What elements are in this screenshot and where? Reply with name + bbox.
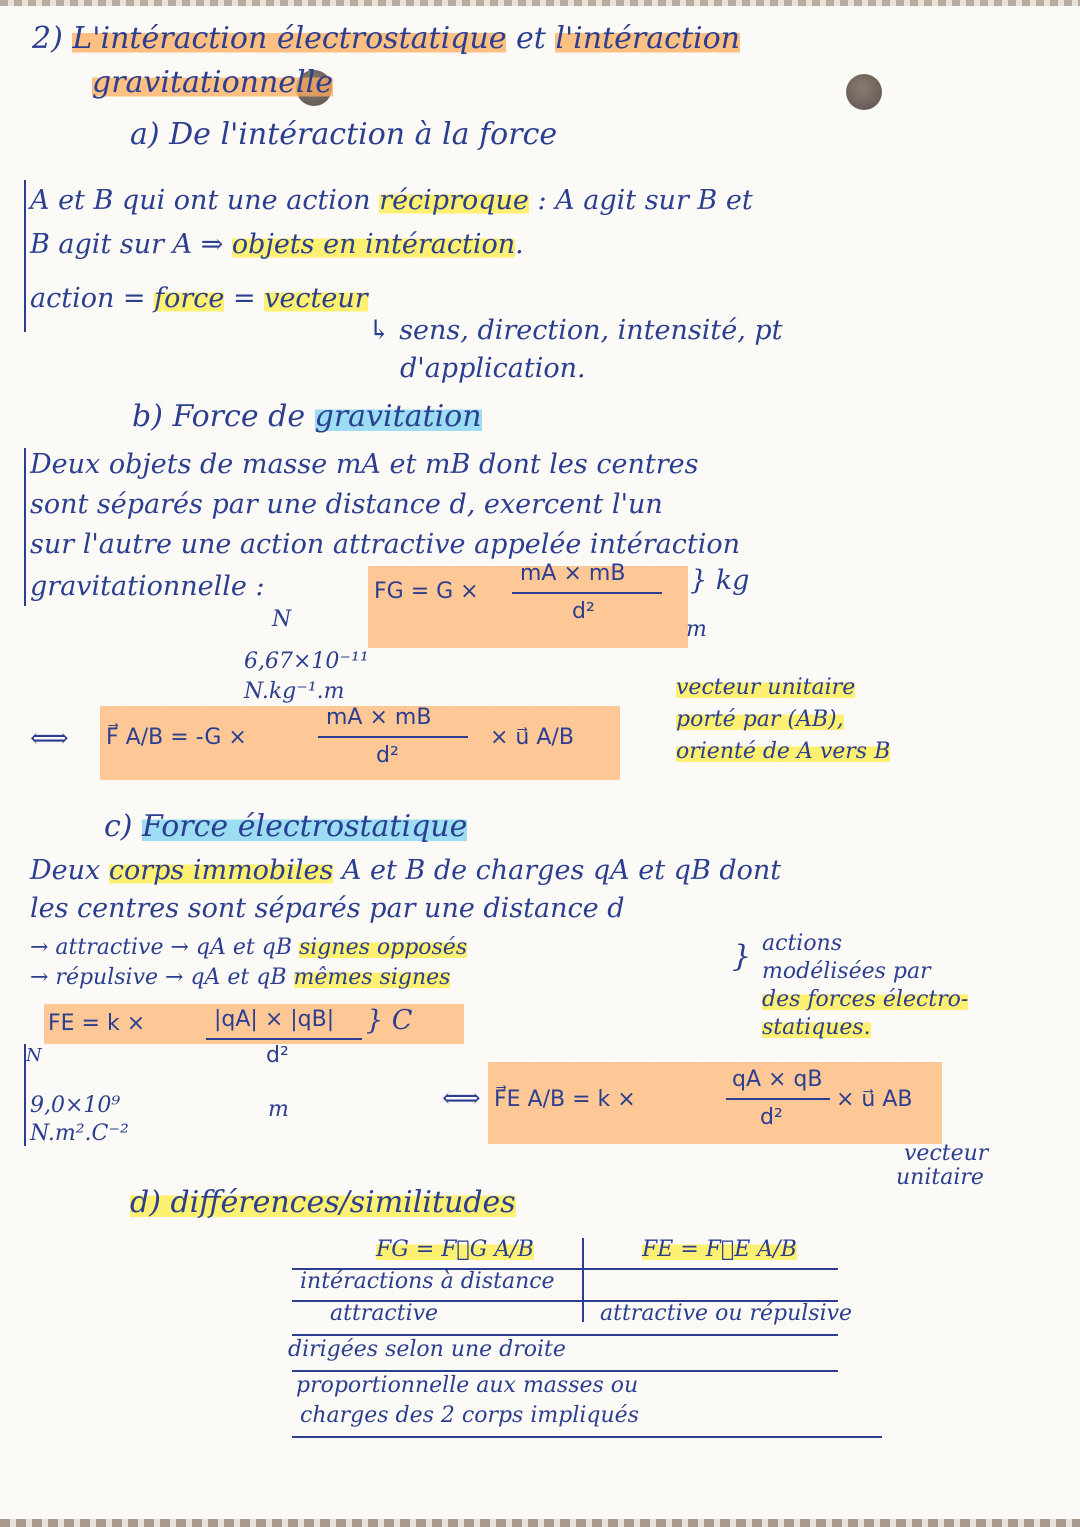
table-row-proportional-1: proportionnelle aux masses ou — [296, 1373, 639, 1398]
table-row-distance: intéractions à distance — [300, 1269, 555, 1294]
section-a-line1-text: A et B qui ont une action — [30, 185, 380, 216]
section-c-line1-prefix: Deux — [30, 855, 109, 886]
gravitation-formula-denominator: d² — [572, 599, 595, 624]
heading-electrostatic: L'intéraction électrostatique — [72, 21, 507, 56]
table-row-direction: dirigées selon une droite — [288, 1337, 566, 1362]
section-c-line1 — [30, 856, 781, 886]
table-rule-3 — [292, 1334, 838, 1336]
electrostatic-vector-note-line1: vecteur — [904, 1141, 989, 1166]
section-a-line2-text: B agit sur A ⇒ — [30, 229, 232, 260]
brace-note-text4: statiques. — [762, 1015, 871, 1040]
brace-note-line3 — [762, 988, 968, 1012]
table-row-attractive: attractive — [330, 1301, 439, 1326]
gravitation-equivalence-symbol: ⟺ — [30, 723, 69, 754]
electrostatic-unit-newton: N — [26, 1045, 42, 1066]
section-a-line1 — [30, 186, 753, 216]
coulomb-constant-value: 9,0×10⁹ — [30, 1093, 121, 1118]
section-b-line2: sont séparés par une distance d, exercent l'un — [30, 489, 663, 520]
unit-vector-note-text1: vecteur unitaire — [676, 675, 856, 700]
electrostatic-vector-note-line2: unitaire — [896, 1165, 984, 1190]
gravitation-vector-left: F⃗ A/B = -G × — [106, 725, 247, 750]
electrostatic-formula-numerator: |qA| × |qB| — [214, 1007, 335, 1032]
unit-vector-note-text2: porté par (AB), — [676, 707, 844, 732]
gravitation-formula-left: FG = G × — [374, 579, 479, 604]
section-c-title — [104, 810, 467, 843]
electrostatic-vector-fraction-bar — [726, 1098, 830, 1100]
gravitation-unit-newton: N — [272, 607, 292, 632]
section-b-title-prefix: b) Force de — [132, 399, 315, 434]
table-column-divider — [582, 1238, 584, 1322]
electrostatic-formula-denominator: d² — [266, 1043, 289, 1068]
section-a-force: force — [154, 283, 225, 314]
unit-vector-note-line1 — [676, 676, 855, 700]
gravitation-vector-unit-vector: × u⃗ A/B — [490, 725, 574, 750]
electrostatic-vector-left: F⃗E A/B = k × — [494, 1087, 636, 1112]
electrostatic-vector-numerator: qA × qB — [732, 1067, 823, 1092]
section-b-title-gravitation: gravitation — [314, 399, 482, 434]
brace-note-line4 — [762, 1016, 871, 1040]
electrostatic-formula-left: FE = k × — [48, 1011, 146, 1036]
section-c-same-signs: mêmes signes — [293, 965, 451, 990]
gravitation-constant-value: 6,67×10⁻¹¹ — [244, 649, 369, 674]
section-b-title — [132, 400, 482, 433]
electrostatic-vector-unit-vector: × u⃗ AB — [836, 1087, 913, 1112]
section-c-brace: } — [732, 939, 752, 974]
unit-vector-note-line3 — [676, 740, 890, 764]
gravitation-fraction-bar — [512, 592, 662, 594]
main-heading-line1 — [32, 22, 740, 55]
unit-vector-note-text3: orienté de A vers B — [676, 739, 891, 764]
table-header-gravitation — [376, 1238, 534, 1262]
heading-interaction: l'intéraction — [555, 21, 740, 56]
table-header-electrostatic-text: FE = F⃗E A/B — [642, 1237, 797, 1262]
section-b-margin-line — [24, 448, 26, 606]
table-row-proportional-2: charges des 2 corps impliqués — [300, 1403, 639, 1428]
section-a-line2-end: . — [515, 229, 524, 260]
electrostatic-equivalence-symbol: ⟺ — [442, 1083, 481, 1114]
brace-note-text3: des forces électro- — [762, 987, 969, 1012]
section-a-title: a) De l'intéraction à la force — [130, 117, 558, 152]
section-a-reciprocal: réciproque — [379, 185, 529, 216]
table-row-attractive-repulsive: attractive ou répulsive — [600, 1301, 853, 1326]
section-c-repulsive-prefix: → répulsive → qA et qB — [30, 965, 294, 990]
section-c-attractive-prefix: → attractive → qA et qB — [30, 935, 299, 960]
gravitation-vector-fraction-bar — [318, 736, 468, 738]
page-bottom-edge — [0, 1519, 1080, 1527]
heading-and: et — [506, 21, 556, 56]
section-a-equals: = — [224, 283, 265, 314]
electrostatic-unit-coulomb: } C — [366, 1005, 413, 1036]
section-d-title-text: d) différences/similitudes — [130, 1185, 516, 1220]
section-a-action: action = — [30, 283, 155, 314]
gravitation-formula-numerator: mA × mB — [520, 561, 626, 586]
coulomb-constant-unit: N.m².C⁻² — [30, 1121, 129, 1146]
electrostatic-vector-denominator: d² — [760, 1105, 783, 1130]
heading-number: 2) — [32, 21, 73, 56]
table-rule-4 — [292, 1370, 838, 1372]
table-header-electrostatic — [642, 1238, 797, 1262]
electrostatic-fraction-bar — [206, 1038, 362, 1040]
section-c-opposite-signs: signes opposés — [298, 935, 468, 960]
brace-note-line2: modélisées par — [762, 959, 931, 984]
section-c-line1-rest: A et B de charges qA et qB dont — [333, 855, 782, 886]
section-a-line3 — [30, 284, 368, 314]
binder-hole-right — [846, 74, 882, 110]
section-a-margin-line — [24, 180, 26, 332]
section-a-line5: d'application. — [400, 353, 586, 384]
table-header-gravitation-text: FG = F⃗G A/B — [376, 1237, 534, 1262]
gravitation-unit-metre: m — [686, 617, 707, 642]
gravitation-vector-denominator: d² — [376, 743, 399, 768]
section-b-line4: gravitationnelle : — [30, 571, 265, 602]
section-c-margin-line — [24, 1044, 26, 1146]
section-c-attractive — [30, 936, 467, 960]
brace-note-line1: actions — [762, 931, 843, 956]
section-c-repulsive — [30, 966, 450, 990]
section-a-line2 — [30, 230, 524, 260]
page-top-edge — [0, 0, 1080, 6]
section-d-title — [130, 1186, 516, 1219]
heading-gravitational: gravitationnelle — [92, 65, 333, 100]
section-c-immobile-bodies: corps immobiles — [108, 855, 334, 886]
unit-vector-note-line2 — [676, 708, 844, 732]
gravitation-vector-numerator: mA × mB — [326, 705, 432, 730]
section-a-line4: ↳ sens, direction, intensité, pt — [368, 315, 783, 346]
section-c-title-electrostatic: Force électrostatique — [142, 809, 468, 844]
main-heading-line2 — [92, 66, 333, 99]
gravitation-constant-unit: N.kg⁻¹.m — [244, 679, 345, 704]
gravitation-unit-kg: } kg — [690, 565, 750, 596]
section-a-vector: vecteur — [264, 283, 368, 314]
section-a-objects-interaction: objets en intéraction — [231, 229, 516, 260]
section-b-line1: Deux objets de masse mA et mB dont les centres — [30, 449, 699, 480]
section-b-line3: sur l'autre une action attractive appelée intéraction — [30, 529, 741, 560]
table-rule-5 — [292, 1436, 882, 1438]
section-c-title-prefix: c) — [104, 809, 143, 844]
section-c-line2: les centres sont séparés par une distance d — [30, 893, 625, 924]
electrostatic-unit-metre: m — [268, 1097, 289, 1122]
section-a-line1-end: : A agit sur B et — [528, 185, 753, 216]
